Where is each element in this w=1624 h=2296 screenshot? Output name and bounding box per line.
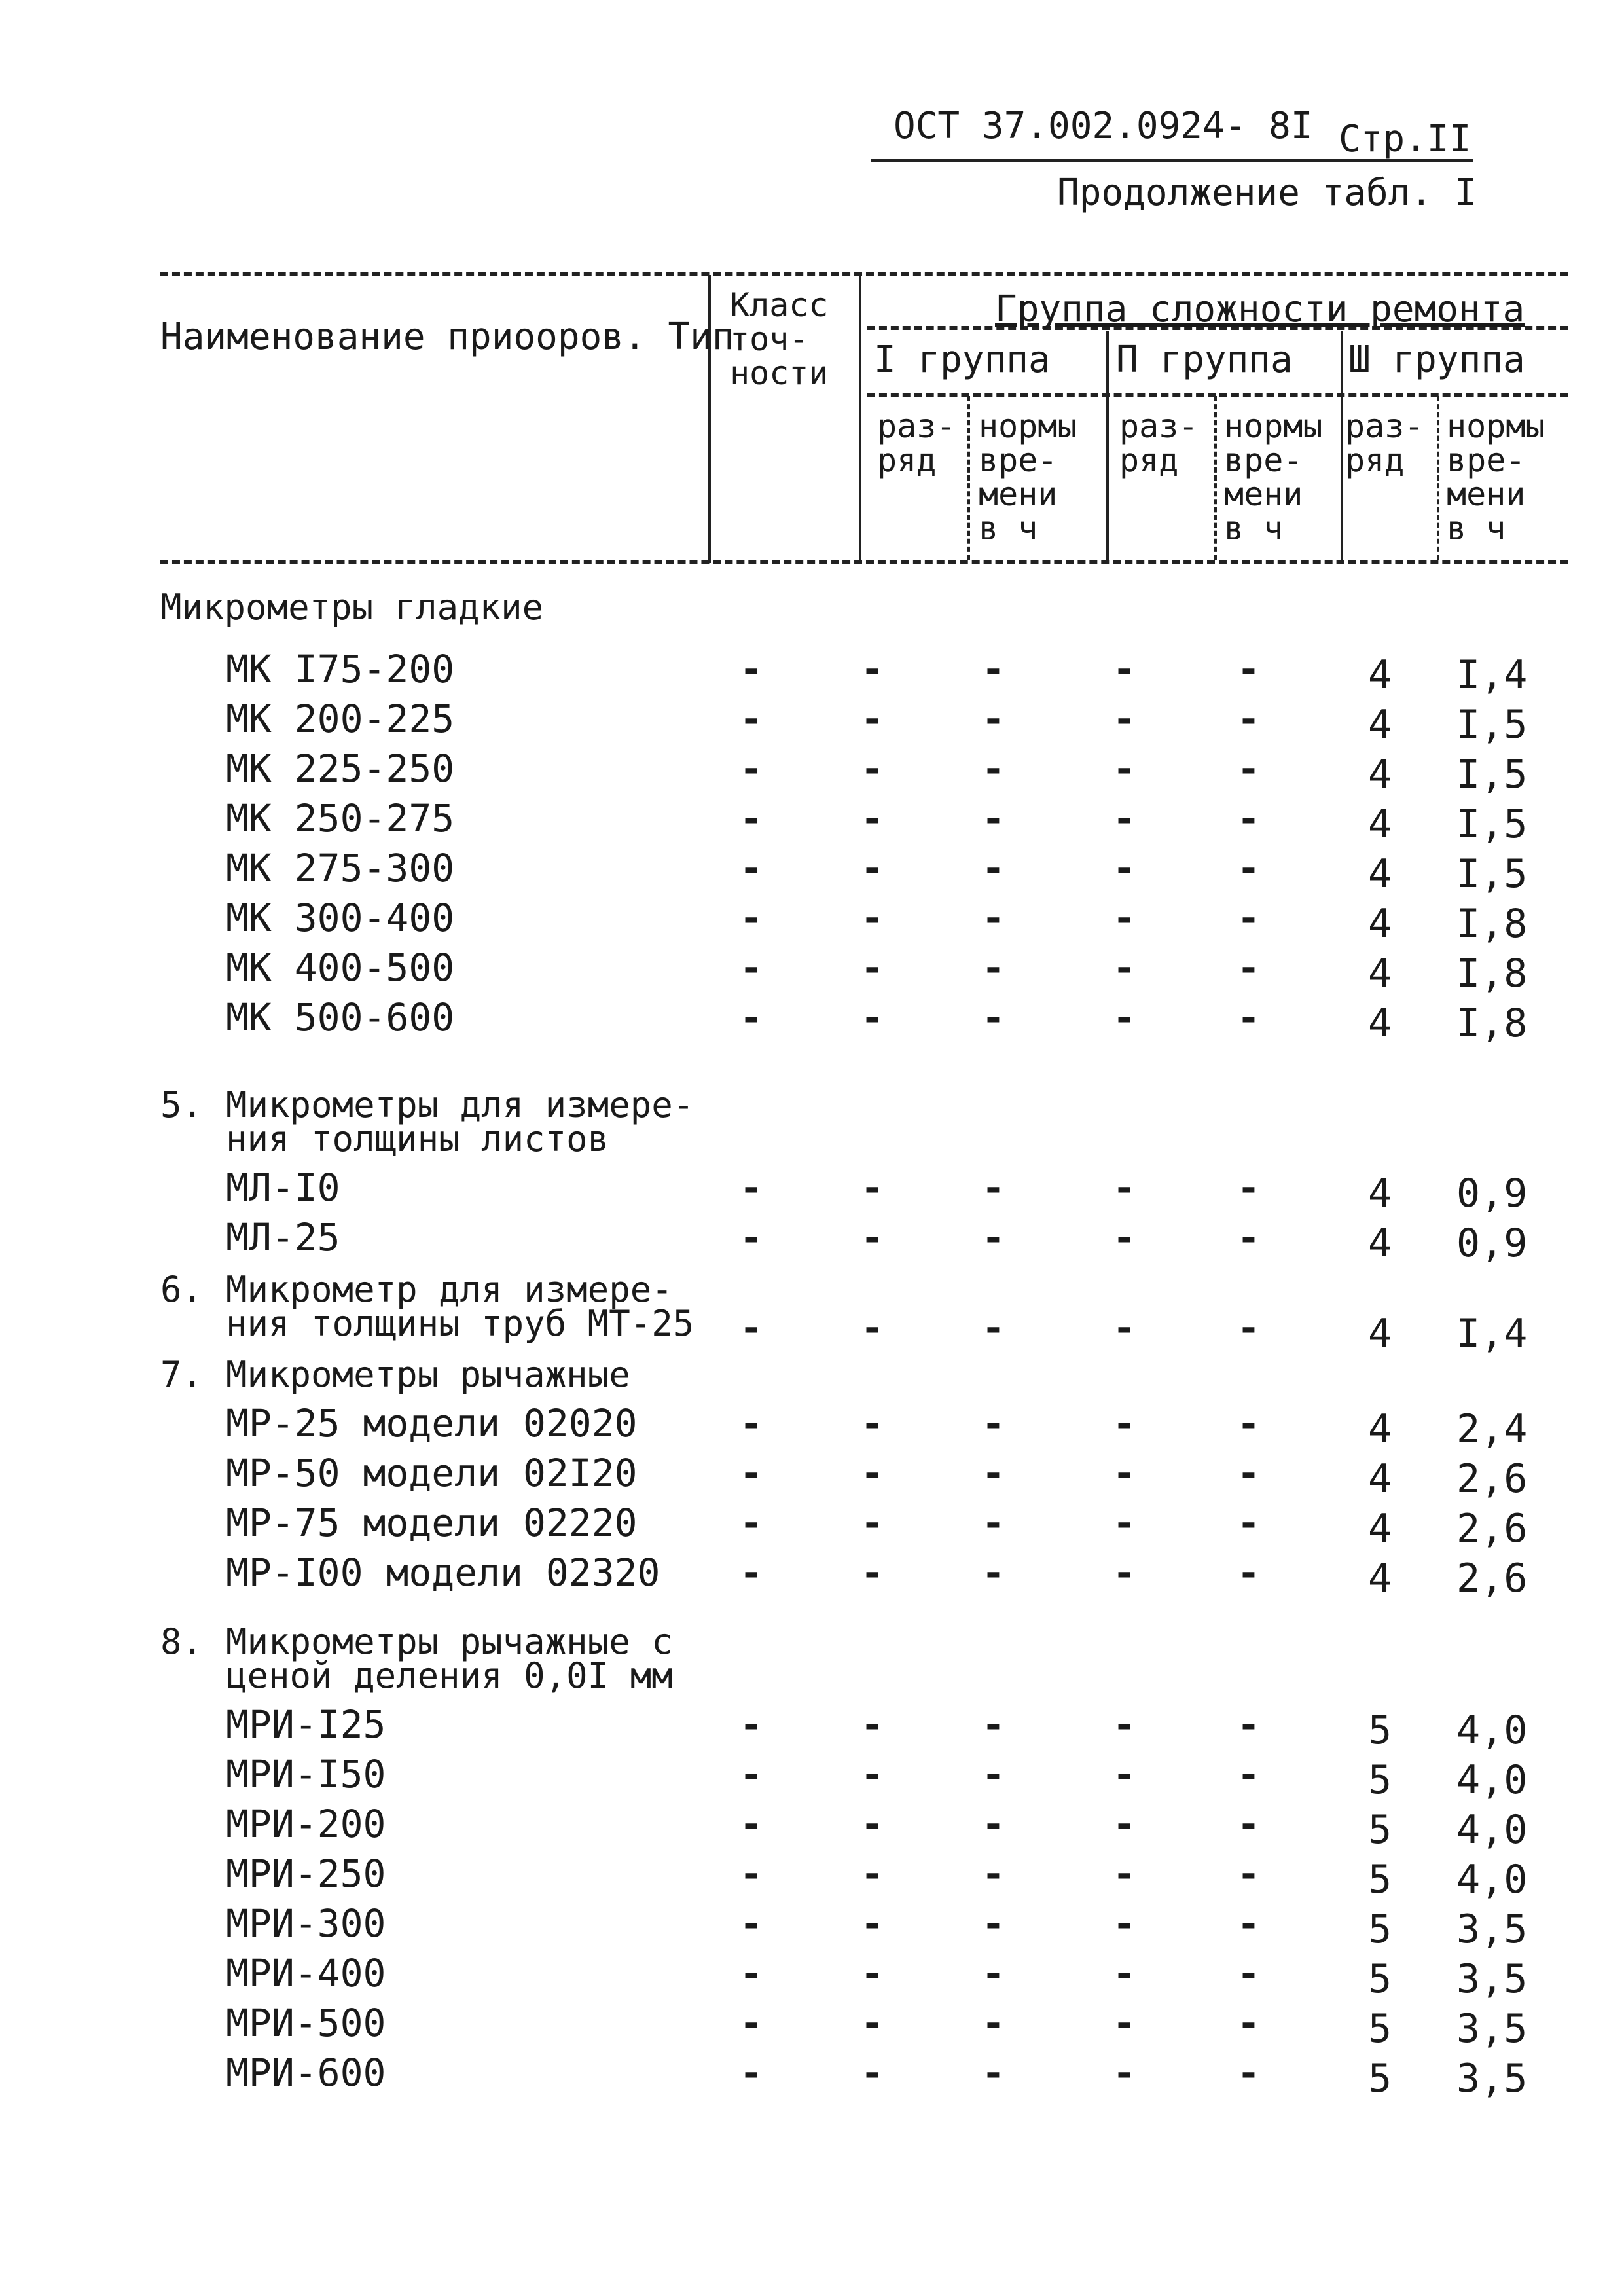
class-column-header-3: ности xyxy=(730,354,829,392)
table-row-name: МК 225-250 xyxy=(226,746,455,791)
empty-cell-dash: - xyxy=(1237,1305,1260,1350)
item-7-title: Микрометры рычажные xyxy=(226,1354,630,1395)
empty-cell-dash: - xyxy=(1113,2001,1136,2045)
empty-cell-dash: - xyxy=(982,1501,1005,1545)
rank-value: 4 xyxy=(1368,1506,1392,1552)
empty-cell-dash: - xyxy=(740,1752,763,1796)
empty-cell-dash: - xyxy=(1237,995,1260,1040)
g2-norm-header-4: в ч xyxy=(1224,509,1284,547)
empty-cell-dash: - xyxy=(1113,1305,1136,1350)
g2-norm-header-3: мени xyxy=(1224,475,1303,513)
time-norm-value: 3,5 xyxy=(1456,1906,1528,1952)
empty-cell-dash: - xyxy=(740,896,763,940)
empty-cell-dash: - xyxy=(740,647,763,691)
item-6-title-1: Микрометр для измере- xyxy=(226,1269,673,1310)
g1-rank-header-2: ряд xyxy=(877,441,937,479)
empty-cell-dash: - xyxy=(740,1802,763,1846)
rank-value: 5 xyxy=(1368,1956,1392,2002)
empty-cell-dash: - xyxy=(1237,1401,1260,1446)
section-title-smooth-micrometers: Микрометры гладкие xyxy=(160,587,544,628)
empty-cell-dash: - xyxy=(982,1901,1005,1946)
empty-cell-dash: - xyxy=(861,796,884,841)
group-2-header: П группа xyxy=(1116,338,1293,381)
table-row-name: МРИ-300 xyxy=(226,1901,386,1946)
table-row-name: МР-50 модели 02I20 xyxy=(226,1451,638,1495)
table-row-name: МЛ-25 xyxy=(226,1215,340,1260)
group-1-header: I группа xyxy=(874,338,1051,381)
empty-cell-dash: - xyxy=(861,995,884,1040)
empty-cell-dash: - xyxy=(861,1501,884,1545)
empty-cell-dash: - xyxy=(982,846,1005,890)
g2-rank-header-2: ряд xyxy=(1119,441,1179,479)
table-row-name: МК 275-300 xyxy=(226,846,455,890)
empty-cell-dash: - xyxy=(1237,697,1260,741)
g1-norm-header-4: в ч xyxy=(979,509,1038,547)
rank-value: 4 xyxy=(1368,1556,1392,1601)
time-norm-value: 4,0 xyxy=(1456,1807,1528,1853)
class-column-header-1: Класс xyxy=(730,286,829,324)
time-norm-value: 0,9 xyxy=(1456,1220,1528,1266)
table-row-name: МЛ-I0 xyxy=(226,1165,340,1210)
empty-cell-dash: - xyxy=(982,2001,1005,2045)
time-norm-value: 2,6 xyxy=(1456,1456,1528,1502)
empty-cell-dash: - xyxy=(1113,1901,1136,1946)
time-norm-value: I,5 xyxy=(1456,801,1528,847)
empty-cell-dash: - xyxy=(740,697,763,741)
table-row-name: МР-I00 модели 02320 xyxy=(226,1550,660,1595)
col-divider-g2 xyxy=(1214,396,1217,560)
time-norm-value: 0,9 xyxy=(1456,1171,1528,1216)
name-column-header: Наименование приооров. Тип xyxy=(160,316,734,358)
empty-cell-dash: - xyxy=(740,1401,763,1446)
empty-cell-dash: - xyxy=(1237,746,1260,791)
rank-value: 4 xyxy=(1368,901,1392,947)
empty-cell-dash: - xyxy=(1113,945,1136,990)
item-5-title-2: ния толщины листов xyxy=(226,1118,609,1159)
empty-cell-dash: - xyxy=(861,1951,884,1995)
empty-cell-dash: - xyxy=(740,2001,763,2045)
empty-cell-dash: - xyxy=(1237,1702,1260,1747)
empty-cell-dash: - xyxy=(982,1451,1005,1495)
rank-value: 4 xyxy=(1368,1406,1392,1452)
empty-cell-dash: - xyxy=(740,1305,763,1350)
empty-cell-dash: - xyxy=(1237,1802,1260,1846)
empty-cell-dash: - xyxy=(1237,2001,1260,2045)
rank-value: 5 xyxy=(1368,1807,1392,1853)
empty-cell-dash: - xyxy=(982,697,1005,741)
empty-cell-dash: - xyxy=(740,1550,763,1595)
empty-cell-dash: - xyxy=(1113,1451,1136,1495)
empty-cell-dash: - xyxy=(1113,995,1136,1040)
empty-cell-dash: - xyxy=(982,1165,1005,1210)
table-row-name: МК I75-200 xyxy=(226,647,455,691)
empty-cell-dash: - xyxy=(1237,1501,1260,1545)
empty-cell-dash: - xyxy=(1237,1951,1260,1995)
empty-cell-dash: - xyxy=(861,647,884,691)
empty-cell-dash: - xyxy=(1113,896,1136,940)
empty-cell-dash: - xyxy=(982,1802,1005,1846)
empty-cell-dash: - xyxy=(861,846,884,890)
g3-rank-header-2: ряд xyxy=(1345,441,1405,479)
empty-cell-dash: - xyxy=(740,1501,763,1545)
rank-value: 4 xyxy=(1368,951,1392,996)
rank-value: 5 xyxy=(1368,2056,1392,2102)
empty-cell-dash: - xyxy=(861,1305,884,1350)
empty-cell-dash: - xyxy=(982,796,1005,841)
g3-norm-header-4: в ч xyxy=(1447,509,1506,547)
empty-cell-dash: - xyxy=(1237,1165,1260,1210)
table-row-name: МК 250-275 xyxy=(226,796,455,841)
group-names-rule xyxy=(867,393,1568,397)
empty-cell-dash: - xyxy=(1237,2050,1260,2095)
empty-cell-dash: - xyxy=(982,1851,1005,1896)
empty-cell-dash: - xyxy=(982,647,1005,691)
table-row-name: МРИ-500 xyxy=(226,2001,386,2045)
empty-cell-dash: - xyxy=(740,995,763,1040)
g3-norm-header-1: нормы xyxy=(1447,407,1545,445)
item-6-title-2: ния толщины труб МТ-25 xyxy=(226,1303,695,1344)
empty-cell-dash: - xyxy=(1113,2050,1136,2095)
item-6-number: 6. xyxy=(160,1269,204,1310)
empty-cell-dash: - xyxy=(982,945,1005,990)
time-norm-value: 2,4 xyxy=(1456,1406,1528,1452)
empty-cell-dash: - xyxy=(740,2050,763,2095)
empty-cell-dash: - xyxy=(1237,796,1260,841)
rank-value: 4 xyxy=(1368,702,1392,748)
rank-value: 4 xyxy=(1368,851,1392,897)
table-header-bottom-rule xyxy=(160,560,1568,564)
rank-value: 4 xyxy=(1368,1171,1392,1216)
empty-cell-dash: - xyxy=(740,1215,763,1260)
col-divider-class xyxy=(859,275,861,563)
empty-cell-dash: - xyxy=(1113,846,1136,890)
empty-cell-dash: - xyxy=(861,1451,884,1495)
empty-cell-dash: - xyxy=(1113,1501,1136,1545)
rank-value: 5 xyxy=(1368,2006,1392,2052)
empty-cell-dash: - xyxy=(861,746,884,791)
continuation-label: Продолжение табл. I xyxy=(1057,172,1477,214)
empty-cell-dash: - xyxy=(982,2050,1005,2095)
empty-cell-dash: - xyxy=(1237,1550,1260,1595)
empty-cell-dash: - xyxy=(1113,647,1136,691)
time-norm-value: 2,6 xyxy=(1456,1506,1528,1552)
table-row-name: МР-75 модели 02220 xyxy=(226,1501,638,1545)
table-row-name: МРИ-600 xyxy=(226,2050,386,2095)
time-norm-value: 3,5 xyxy=(1456,1956,1528,2002)
time-norm-value: I,4 xyxy=(1456,1311,1528,1357)
rank-value: 4 xyxy=(1368,801,1392,847)
empty-cell-dash: - xyxy=(740,1451,763,1495)
empty-cell-dash: - xyxy=(740,796,763,841)
empty-cell-dash: - xyxy=(1113,697,1136,741)
rank-value: 5 xyxy=(1368,1857,1392,1903)
rank-value: 4 xyxy=(1368,1000,1392,1046)
empty-cell-dash: - xyxy=(1113,1702,1136,1747)
empty-cell-dash: - xyxy=(740,846,763,890)
table-row-name: МРИ-200 xyxy=(226,1802,386,1846)
time-norm-value: I,5 xyxy=(1456,702,1528,748)
empty-cell-dash: - xyxy=(740,746,763,791)
empty-cell-dash: - xyxy=(1113,1550,1136,1595)
empty-cell-dash: - xyxy=(1113,1165,1136,1210)
empty-cell-dash: - xyxy=(982,995,1005,1040)
group-title: Группа сложности ремонта xyxy=(995,288,1525,331)
table-row-name: МК 400-500 xyxy=(226,945,455,990)
g3-rank-header-1: раз- xyxy=(1345,407,1424,445)
empty-cell-dash: - xyxy=(1237,647,1260,691)
empty-cell-dash: - xyxy=(861,697,884,741)
empty-cell-dash: - xyxy=(1113,1802,1136,1846)
item-5-number: 5. xyxy=(160,1084,204,1125)
g1-norm-header-2: вре- xyxy=(979,441,1058,479)
time-norm-value: 4,0 xyxy=(1456,1707,1528,1753)
rank-value: 4 xyxy=(1368,1220,1392,1266)
time-norm-value: 2,6 xyxy=(1456,1556,1528,1601)
empty-cell-dash: - xyxy=(861,1550,884,1595)
empty-cell-dash: - xyxy=(1113,1951,1136,1995)
col-divider-g3 xyxy=(1437,396,1439,560)
empty-cell-dash: - xyxy=(1113,1752,1136,1796)
empty-cell-dash: - xyxy=(1237,1752,1260,1796)
empty-cell-dash: - xyxy=(1113,796,1136,841)
table-row-name: МРИ-250 xyxy=(226,1851,386,1896)
empty-cell-dash: - xyxy=(1113,1851,1136,1896)
item-5-title-1: Микрометры для измере- xyxy=(226,1084,695,1125)
g1-norm-header-1: нормы xyxy=(979,407,1077,445)
empty-cell-dash: - xyxy=(861,896,884,940)
g2-norm-header-1: нормы xyxy=(1224,407,1323,445)
empty-cell-dash: - xyxy=(861,1851,884,1896)
empty-cell-dash: - xyxy=(1237,1851,1260,1896)
group-3-header: Ш группа xyxy=(1348,338,1525,381)
table-row-name: МК 200-225 xyxy=(226,697,455,741)
table-row-name: МРИ-I50 xyxy=(226,1752,386,1796)
col-divider-g2-g3 xyxy=(1341,331,1343,560)
empty-cell-dash: - xyxy=(740,1951,763,1995)
empty-cell-dash: - xyxy=(1237,846,1260,890)
empty-cell-dash: - xyxy=(1237,1215,1260,1260)
empty-cell-dash: - xyxy=(861,945,884,990)
empty-cell-dash: - xyxy=(1237,945,1260,990)
table-row-name: МК 500-600 xyxy=(226,995,455,1040)
empty-cell-dash: - xyxy=(1113,746,1136,791)
time-norm-value: I,5 xyxy=(1456,752,1528,797)
time-norm-value: 3,5 xyxy=(1456,2006,1528,2052)
empty-cell-dash: - xyxy=(861,2001,884,2045)
empty-cell-dash: - xyxy=(740,1851,763,1896)
table-top-rule xyxy=(160,272,1568,276)
empty-cell-dash: - xyxy=(1113,1215,1136,1260)
rank-value: 4 xyxy=(1368,752,1392,797)
table-row-name: МРИ-I25 xyxy=(226,1702,386,1747)
col-divider-g1 xyxy=(967,396,970,560)
rank-value: 4 xyxy=(1368,652,1392,698)
time-norm-value: I,8 xyxy=(1456,1000,1528,1046)
header-underline xyxy=(871,159,1473,162)
item-8-number: 8. xyxy=(160,1621,204,1662)
item-8-title-1: Микрометры рычажные с xyxy=(226,1621,673,1662)
empty-cell-dash: - xyxy=(982,1305,1005,1350)
empty-cell-dash: - xyxy=(982,1951,1005,1995)
time-norm-value: I,5 xyxy=(1456,851,1528,897)
rank-value: 5 xyxy=(1368,1906,1392,1952)
empty-cell-dash: - xyxy=(982,1752,1005,1796)
g1-norm-header-3: мени xyxy=(979,475,1058,513)
g2-norm-header-2: вре- xyxy=(1224,441,1303,479)
empty-cell-dash: - xyxy=(861,1802,884,1846)
item-8-title-2: ценой деления 0,0I мм xyxy=(226,1655,673,1696)
empty-cell-dash: - xyxy=(740,1702,763,1747)
empty-cell-dash: - xyxy=(1237,1901,1260,1946)
g3-norm-header-2: вре- xyxy=(1447,441,1526,479)
empty-cell-dash: - xyxy=(861,1702,884,1747)
table-row-name: МР-25 модели 02020 xyxy=(226,1401,638,1446)
empty-cell-dash: - xyxy=(861,1401,884,1446)
empty-cell-dash: - xyxy=(740,1901,763,1946)
time-norm-value: 4,0 xyxy=(1456,1857,1528,1903)
time-norm-value: 3,5 xyxy=(1456,2056,1528,2102)
col-divider-g1-g2 xyxy=(1106,331,1109,560)
empty-cell-dash: - xyxy=(861,1752,884,1796)
class-column-header-2: точ- xyxy=(730,320,809,358)
table-row-name: МРИ-400 xyxy=(226,1951,386,1995)
empty-cell-dash: - xyxy=(861,1215,884,1260)
empty-cell-dash: - xyxy=(982,1401,1005,1446)
empty-cell-dash: - xyxy=(982,1702,1005,1747)
rank-value: 5 xyxy=(1368,1757,1392,1803)
empty-cell-dash: - xyxy=(740,945,763,990)
time-norm-value: I,4 xyxy=(1456,652,1528,698)
page-number: Стр.II xyxy=(1339,118,1471,160)
empty-cell-dash: - xyxy=(1113,1401,1136,1446)
empty-cell-dash: - xyxy=(1237,896,1260,940)
empty-cell-dash: - xyxy=(982,1215,1005,1260)
rank-value: 4 xyxy=(1368,1311,1392,1357)
item-7-number: 7. xyxy=(160,1354,204,1395)
empty-cell-dash: - xyxy=(982,746,1005,791)
time-norm-value: I,8 xyxy=(1456,901,1528,947)
empty-cell-dash: - xyxy=(861,1165,884,1210)
empty-cell-dash: - xyxy=(982,896,1005,940)
rank-value: 4 xyxy=(1368,1456,1392,1502)
g1-rank-header-1: раз- xyxy=(877,407,956,445)
time-norm-value: I,8 xyxy=(1456,951,1528,996)
empty-cell-dash: - xyxy=(740,1165,763,1210)
time-norm-value: 4,0 xyxy=(1456,1757,1528,1803)
empty-cell-dash: - xyxy=(1237,1451,1260,1495)
empty-cell-dash: - xyxy=(861,1901,884,1946)
rank-value: 5 xyxy=(1368,1707,1392,1753)
g2-rank-header-1: раз- xyxy=(1119,407,1199,445)
empty-cell-dash: - xyxy=(982,1550,1005,1595)
g3-norm-header-3: мени xyxy=(1447,475,1526,513)
empty-cell-dash: - xyxy=(861,2050,884,2095)
doc-code: ОСТ 37.002.0924- 8I xyxy=(893,105,1313,147)
table-row-name: МК 300-400 xyxy=(226,896,455,940)
